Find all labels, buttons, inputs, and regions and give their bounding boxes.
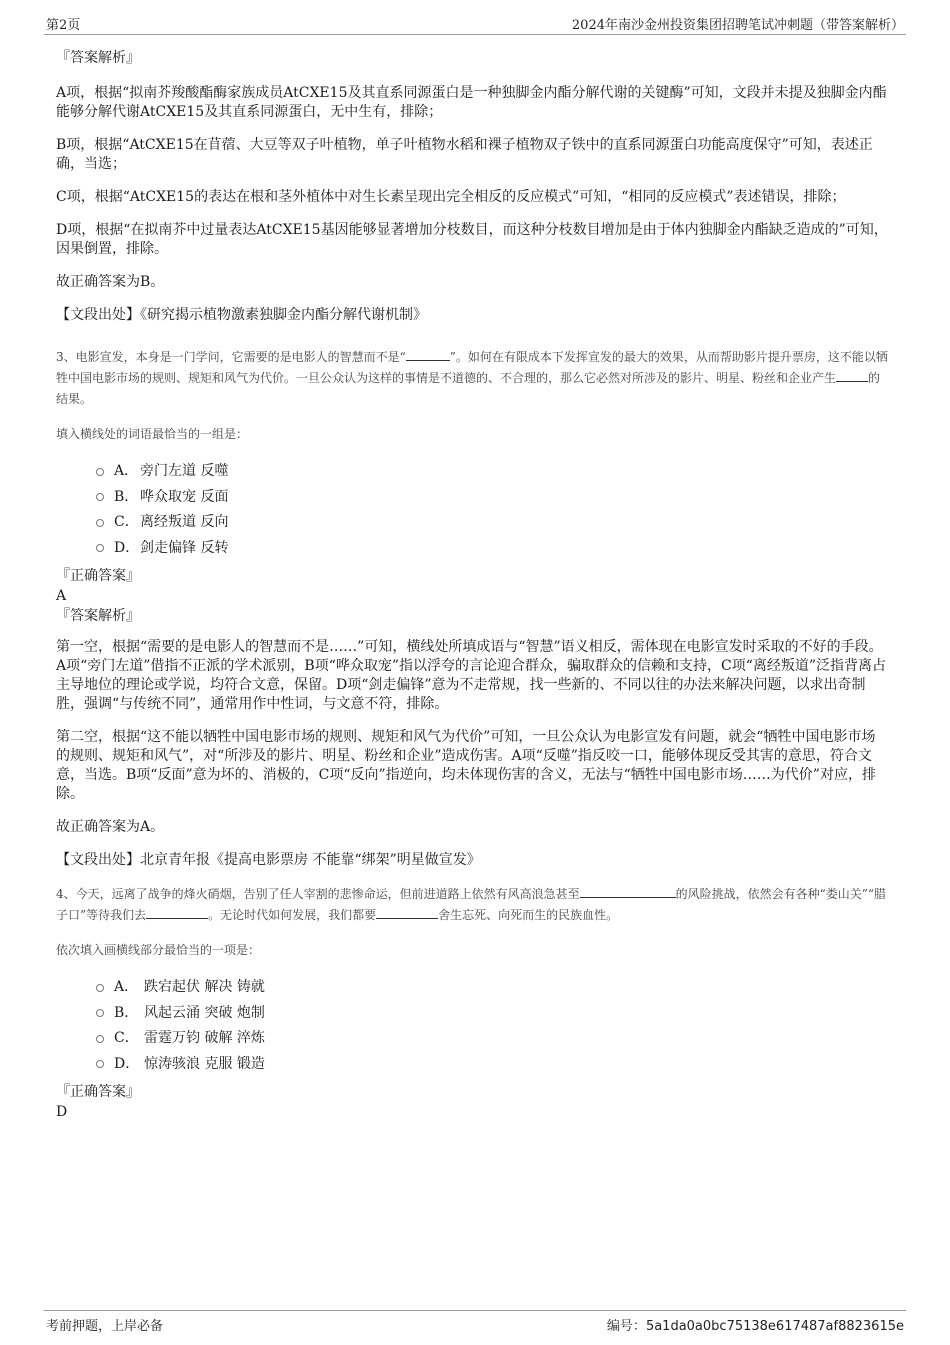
footer-slogan: 考前押题，上岸必备 xyxy=(46,1319,164,1334)
option-b[interactable]: B． 哗众取宠 反面 xyxy=(96,485,888,511)
question-3-prompt: 填入横线处的词语最恰当的一组是： xyxy=(56,427,249,441)
question-4-options xyxy=(56,975,888,1077)
conclusion: 故正确答案为B。 xyxy=(56,274,165,290)
option-a[interactable]: A． 旁门左道 反噬 xyxy=(96,459,888,485)
option-b[interactable]: B． 风起云涌 突破 炮制 xyxy=(96,1001,888,1027)
option-a[interactable]: A． 跌宕起伏 解决 铸就 xyxy=(96,975,888,1001)
question-3-stem: 3、电影宣发，本身是一门学问，它需要的是电影人的智慧而不是“ ”。如何在有限成本下发挥宣发的最大的效果，从而帮助影片提升票房，这不能以牺牲中国电影市场的规则、规矩和风气为代价。一旦公众认为这样的事情是不道德的、不合理的，那么它必然对所涉及的影片、明星、粉丝和企业产生 的结果。 xyxy=(56,350,888,406)
question-3-options xyxy=(56,459,888,561)
correct-answer: A xyxy=(56,588,67,604)
answer-blank xyxy=(836,369,868,382)
question-4-stem: 4、今天，远离了战争的烽火硝烟，告别了任人宰割的悲惨命运，但前进道路上依然有风高浪急甚至 的风险挑战，依然会有各种“娄山关”“腊子口”等待我们去 。无论时代如何发展，我们都要 舍生忘死、向死而生的民族血性。 xyxy=(56,887,887,922)
page-header xyxy=(44,12,906,35)
radio-icon[interactable] xyxy=(96,544,104,552)
radio-icon[interactable] xyxy=(96,519,104,527)
correct-answer: D xyxy=(56,1104,68,1120)
radio-icon[interactable] xyxy=(96,493,104,501)
radio-icon[interactable] xyxy=(96,984,104,992)
page-footer xyxy=(44,1310,906,1335)
page-content xyxy=(56,46,888,1122)
option-d[interactable]: D． 剑走偏锋 反转 xyxy=(96,536,888,562)
answer-blank xyxy=(376,906,438,919)
analysis-option-c: C项，根据“AtCXE15的表达在根和茎外植体中对生长素呈现出完全相反的反应模式”可知，“相同的反应模式”表述错误，排除； xyxy=(56,189,846,205)
analysis-option-a: A项，根据“拟南芥羧酸酯酶家族成员AtCXE15及其直系同源蛋白是一种独脚金内酯分解代谢的关键酶”可知，文段并未提及独脚金内酯能够分解代谢AtCXE15及其直系同源蛋白，无中生有，排除； xyxy=(56,85,887,120)
analysis-heading: 『答案解析』 xyxy=(56,608,140,624)
conclusion: 故正确答案为A。 xyxy=(56,819,165,835)
radio-icon[interactable] xyxy=(96,1009,104,1017)
correct-answer-heading: 『正确答案』 xyxy=(56,1084,140,1100)
radio-icon[interactable] xyxy=(96,1035,104,1043)
source-citation: 【文段出处】北京青年报《提高电影票房 不能靠“绑架”明星做宣发》 xyxy=(56,852,481,868)
source-citation: 【文段出处】《研究揭示植物激素独脚金内酯分解代谢机制》 xyxy=(56,307,427,323)
question-4-prompt: 依次填入画横线部分最恰当的一项是： xyxy=(56,943,261,957)
analysis-option-d: D项，根据“在拟南芥中过量表达AtCXE15基因能够显著增加分枝数目，而这种分枝数目增加是由于体内独脚金内酯缺乏造成的”可知，因果倒置，排除。 xyxy=(56,222,888,257)
answer-blank xyxy=(406,348,450,361)
analysis-paragraph-2: 第二空，根据“这不能以牺牲中国电影市场的规则、规矩和风气为代价”可知，一旦公众认为电影宣发有问题，就会“牺牲中国电影市场的规则、规矩和风气”，对“所涉及的影片、明星、粉丝和企业”造成伤害。A项“反噬”指反咬一口，能够体现反受其害的意思，符合文意，当选。B项“反面”意为坏的、消极的，C项“反向”指逆向，均未体现伤害的含义，无法与“牺牲中国电影市场……为代价”对应，排除。 xyxy=(56,729,876,802)
radio-icon[interactable] xyxy=(96,468,104,476)
analysis-heading: 『答案解析』 xyxy=(56,50,140,66)
answer-blank xyxy=(146,906,208,919)
radio-icon[interactable] xyxy=(96,1060,104,1068)
option-c[interactable]: C． 离经叛道 反向 xyxy=(96,510,888,536)
document-title: 2024年南沙金州投资集团招聘笔试冲刺题（带答案解析） xyxy=(571,18,904,33)
option-c[interactable]: C． 雷霆万钧 破解 淬炼 xyxy=(96,1026,888,1052)
answer-blank xyxy=(580,885,676,898)
analysis-option-b: B项，根据“AtCXE15在苜蓿、大豆等双子叶植物，单子叶植物水稻和裸子植物双子铁中的直系同源蛋白功能高度保守”可知，表述正确，当选； xyxy=(56,137,873,172)
option-d[interactable]: D． 惊涛骇浪 克服 锻造 xyxy=(96,1052,888,1078)
page-number: 第2页 xyxy=(46,18,81,33)
document-code: 编号：5a1da0a0bc75138e617487af8823615e xyxy=(606,1319,904,1334)
correct-answer-heading: 『正确答案』 xyxy=(56,568,140,584)
analysis-paragraph-1: 第一空，根据“需要的是电影人的智慧而不是……”可知，横线处所填成语与“智慧”语义相反，需体现在电影宣发时采取的不好的手段。A项“旁门左道”借指不正派的学术派别，B项“哗众取宠”指以浮夸的言论迎合群众，骗取群众的信赖和支持，C项“离经叛道”泛指背离占主导地位的理论或学说，均符合文意，保留。D项“剑走偏锋”意为不走常规，找一些新的、不同以往的办法来解决问题，以求出奇制胜，强调“与传统不同”，通常用作中性词，与文意不符，排除。 xyxy=(56,639,887,712)
